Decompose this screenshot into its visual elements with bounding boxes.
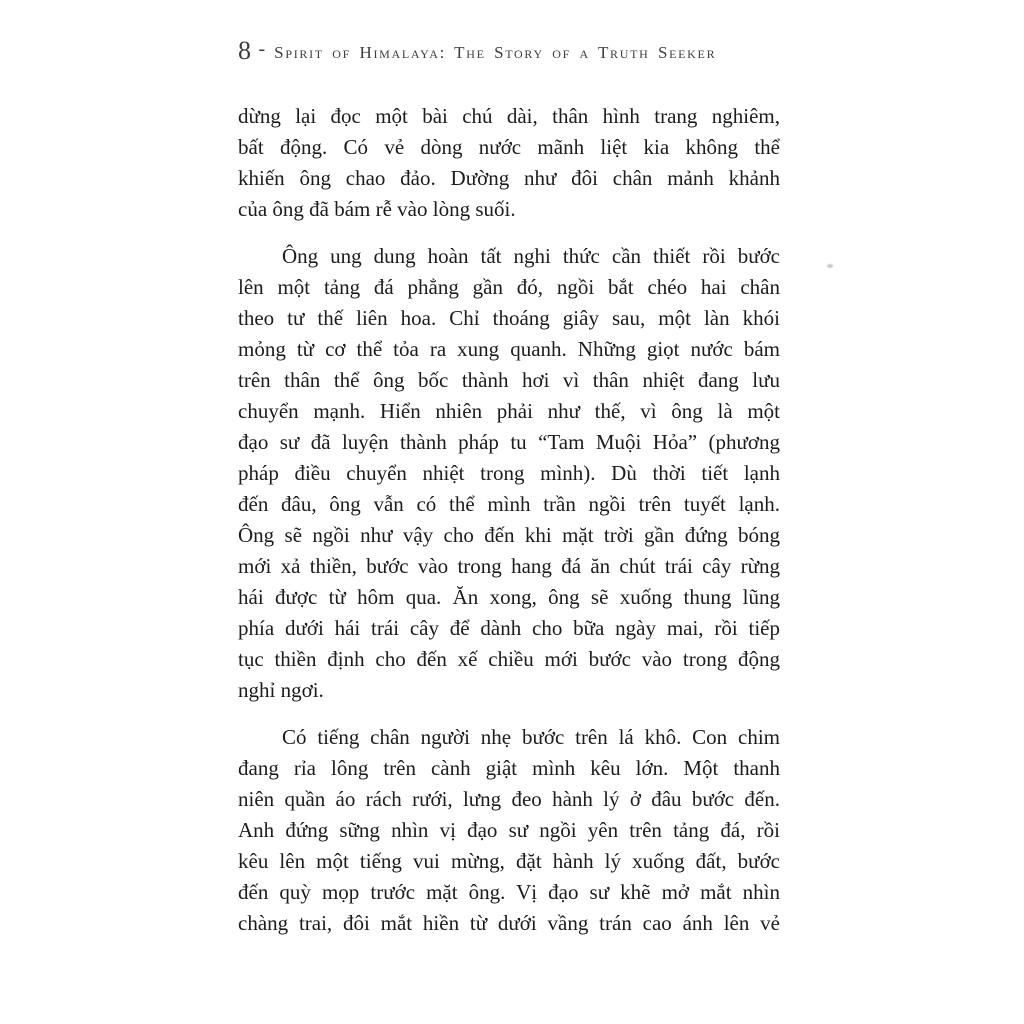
text-line: mỏng từ cơ thể tỏa ra xung quanh. Những giọt nước bám — [238, 337, 780, 361]
text-line: bất động. Có vẻ dòng nước mãnh liệt kia không thể — [238, 135, 780, 159]
paragraph — [238, 722, 780, 939]
text-line: đến quỳ mọp trước mặt ông. Vị đạo sư khẽ mở mắt nhìn — [238, 880, 780, 904]
text-line: Ông ung dung hoàn tất nghi thức cần thiết rồi bước — [282, 244, 780, 268]
text-line: hái được từ hôm qua. Ăn xong, ông sẽ xuống thung lũng — [238, 585, 780, 609]
text-line: mới xả thiền, bước vào trong hang đá ăn chút trái cây rừng — [238, 554, 780, 578]
text-line: lên một tảng đá phẳng gần đó, ngồi bắt chéo hai chân — [238, 275, 780, 299]
text-line: trên thân thể ông bốc thành hơi vì thân nhiệt đang lưu — [238, 368, 780, 392]
scan-speck-artifact — [827, 264, 833, 268]
text-line: của ông đã bám rễ vào lòng suối. — [238, 197, 516, 221]
text-line: Ông sẽ ngồi như vậy cho đến khi mặt trời gần đứng bóng — [238, 523, 780, 547]
text-line: chàng trai, đôi mắt hiền từ dưới vầng trán cao ánh lên vẻ — [238, 911, 780, 935]
text-line: Có tiếng chân người nhẹ bước trên lá khô. Con chim — [282, 725, 780, 749]
text-block — [238, 101, 780, 939]
header-separator: - — [258, 38, 266, 60]
page-number: 8 — [238, 36, 252, 65]
book-title: Spirit of Himalaya: The Story of a Truth Seeker — [274, 43, 717, 62]
text-line: đạo sư đã luyện thành pháp tu “Tam Muội Hỏa” (phương — [238, 430, 780, 454]
page-header — [238, 36, 716, 66]
text-line: tục thiền định cho đến xế chiều mới bước vào trong động — [238, 647, 780, 671]
text-line: dừng lại đọc một bài chú dài, thân hình trang nghiêm, — [238, 104, 780, 128]
text-line: đang rỉa lông trên cành giật mình kêu lớn. Một thanh — [238, 756, 780, 780]
text-line: khiến ông chao đảo. Dường như đôi chân mảnh khảnh — [238, 166, 780, 190]
text-line: pháp điều chuyển nhiệt trong mình). Dù thời tiết lạnh — [238, 461, 780, 485]
paragraph — [238, 101, 780, 225]
text-line: đến đâu, ông vẫn có thể mình trần ngồi trên tuyết lạnh. — [238, 492, 780, 516]
text-line: nghỉ ngơi. — [238, 678, 324, 702]
text-line: niên quần áo rách rưới, lưng đeo hành lý ở đâu bước đến. — [238, 787, 780, 811]
paragraph — [238, 241, 780, 706]
text-line: theo tư thế liên hoa. Chỉ thoáng giây sau, một làn khói — [238, 306, 780, 330]
text-line: chuyển mạnh. Hiển nhiên phải như thế, vì ông là một — [238, 399, 780, 423]
text-line: phía dưới hái trái cây để dành cho bữa ngày mai, rồi tiếp — [238, 616, 780, 640]
text-line: Anh đứng sững nhìn vị đạo sư ngồi yên trên tảng đá, rồi — [238, 818, 780, 842]
text-line: kêu lên một tiếng vui mừng, đặt hành lý xuống đất, bước — [238, 849, 780, 873]
